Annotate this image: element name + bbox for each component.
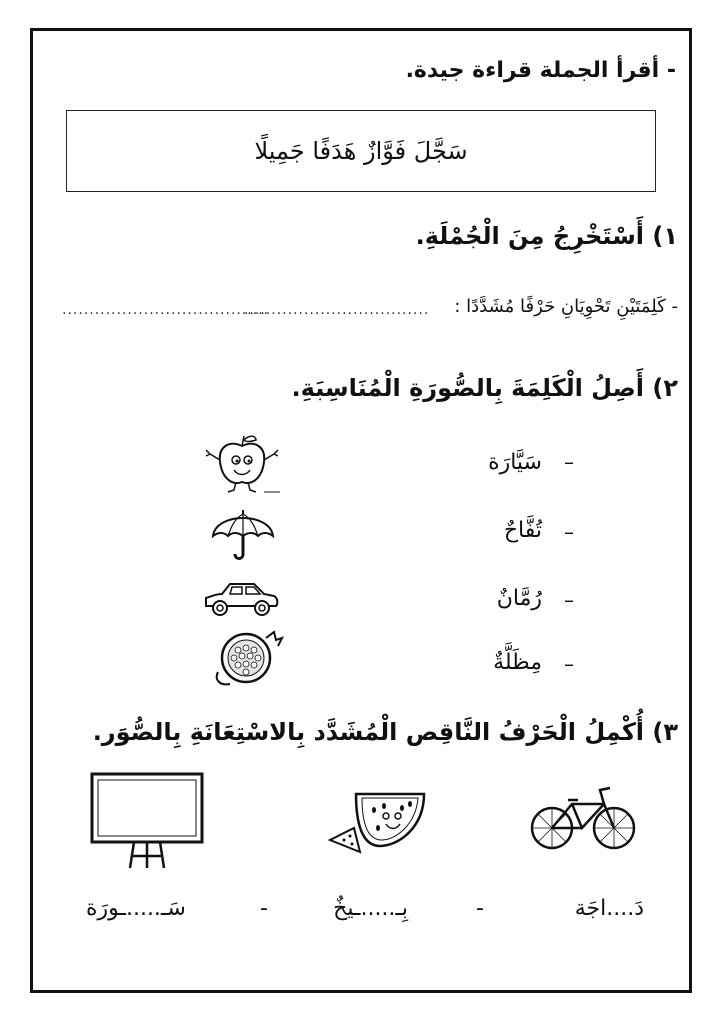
word-mithalla[interactable]: مِظَلَّةٌ bbox=[493, 650, 542, 675]
separator-dash: - bbox=[476, 896, 484, 921]
sentence-box bbox=[66, 110, 656, 192]
word-sayyara[interactable]: سَيَّارَة bbox=[488, 450, 542, 475]
car-icon[interactable] bbox=[202, 580, 280, 620]
question-2-title: ٢) أَصِلُ الْكَلِمَةَ بِالصُّورَةِ الْمُنَاسِبَةِ. bbox=[291, 374, 678, 402]
word-rumman[interactable]: رُمَّانٌ bbox=[496, 586, 542, 611]
watermelon-icon[interactable] bbox=[328, 788, 432, 858]
fill-item-bicycle[interactable]: دَ....اجَة bbox=[574, 896, 644, 921]
word-tuffah[interactable]: تُفَّاحٌ bbox=[503, 518, 542, 543]
fill-item-board[interactable]: سَـ.....ـورَة bbox=[86, 896, 186, 921]
apple-icon[interactable] bbox=[200, 432, 284, 496]
question-3-title: ٣) أُكْمِلُ الْحَرْفُ النَّاقِص الْمُشَدَّد بِالاسْتِعَانَةِ بِالصُّوَر. bbox=[92, 718, 678, 746]
dash-marker: – bbox=[564, 588, 574, 612]
separator-dash: - bbox=[260, 896, 268, 921]
pomegranate-icon[interactable] bbox=[204, 628, 288, 688]
bicycle-icon[interactable] bbox=[528, 782, 638, 854]
dash-marker: – bbox=[564, 520, 574, 544]
umbrella-icon[interactable] bbox=[210, 502, 276, 564]
sentence-text: سَجَّلَ فَوَّازٌ هَدَفًا جَمِيلًا bbox=[254, 137, 468, 165]
instruction-heading: - أقرأ الجملة قراءة جيدة. bbox=[405, 58, 676, 83]
fill-item-watermelon[interactable]: بِـ.....ـيخٌ bbox=[333, 896, 408, 921]
dash-marker: – bbox=[564, 450, 574, 474]
dash-marker: – bbox=[564, 652, 574, 676]
board-icon[interactable] bbox=[90, 772, 204, 872]
question-1-prompt: - كَلِمَتَيْنِ تَحْوِيَانِ حَرْفًا مُشَدَّدًا : bbox=[454, 296, 678, 317]
question-1-title: ١) أَسْتَخْرِجُ مِنَ الْجُمْلَةِ. bbox=[415, 222, 678, 250]
answer-blank-1[interactable]: .................................. bbox=[244, 302, 430, 318]
answer-blank-2[interactable]: ...................................... bbox=[62, 302, 270, 318]
